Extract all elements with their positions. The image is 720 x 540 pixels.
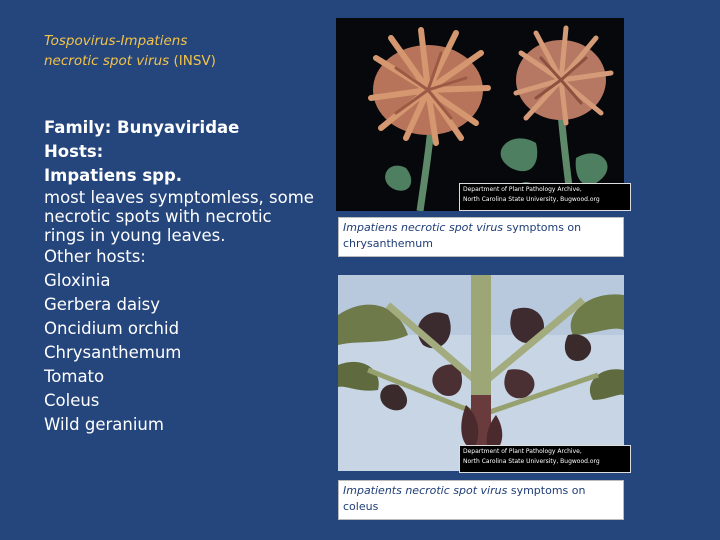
- coleus-photo: [338, 275, 624, 471]
- caption-virus-name: Impatiens necrotic spot virus: [343, 221, 504, 234]
- title-abbreviation: (INSV): [173, 53, 216, 69]
- caption-text: symptoms on coleus: [343, 484, 586, 513]
- photo-caption: [338, 217, 624, 257]
- caption-virus-name: Impatients necrotic spot virus: [343, 484, 508, 497]
- symptoms-text: most leaves symptomless, some necrotic spots with necrotic rings in young leaves.: [44, 188, 314, 245]
- credit-line: North Carolina State University, Bugwood.org: [463, 196, 600, 203]
- host-item: Tomato: [44, 367, 105, 386]
- credit-line: Department of Plant Pathology Archive,: [463, 448, 582, 455]
- host-item: Gloxinia: [44, 271, 111, 290]
- host-item: Wild geranium: [44, 415, 164, 434]
- other-hosts-label: Other hosts:: [44, 247, 146, 266]
- photo-credit: [459, 183, 631, 211]
- host-item: Chrysanthemum: [44, 343, 182, 362]
- title-line-2: [44, 51, 304, 71]
- family-line: Family: Bunyaviridae: [44, 118, 240, 137]
- credit-line: Department of Plant Pathology Archive,: [463, 186, 582, 193]
- photo-credit: [459, 445, 631, 473]
- host-item: Oncidium orchid: [44, 319, 180, 338]
- caption-text: symptoms on chrysanthemum: [343, 221, 582, 250]
- hosts-label: Hosts:: [44, 142, 104, 161]
- photo-caption: [338, 480, 624, 520]
- title-virus-name: necrotic spot virus: [44, 53, 174, 69]
- host-item: Gerbera daisy: [44, 295, 161, 314]
- coleus-illustration: [338, 275, 624, 471]
- primary-host: Impatiens spp.: [44, 166, 183, 185]
- body-text: [44, 116, 314, 437]
- slide-title: [44, 31, 304, 71]
- title-line-1: Tospovirus-Impatiens: [44, 33, 188, 49]
- credit-line: North Carolina State University, Bugwood.org: [463, 458, 600, 465]
- host-item: Coleus: [44, 391, 100, 410]
